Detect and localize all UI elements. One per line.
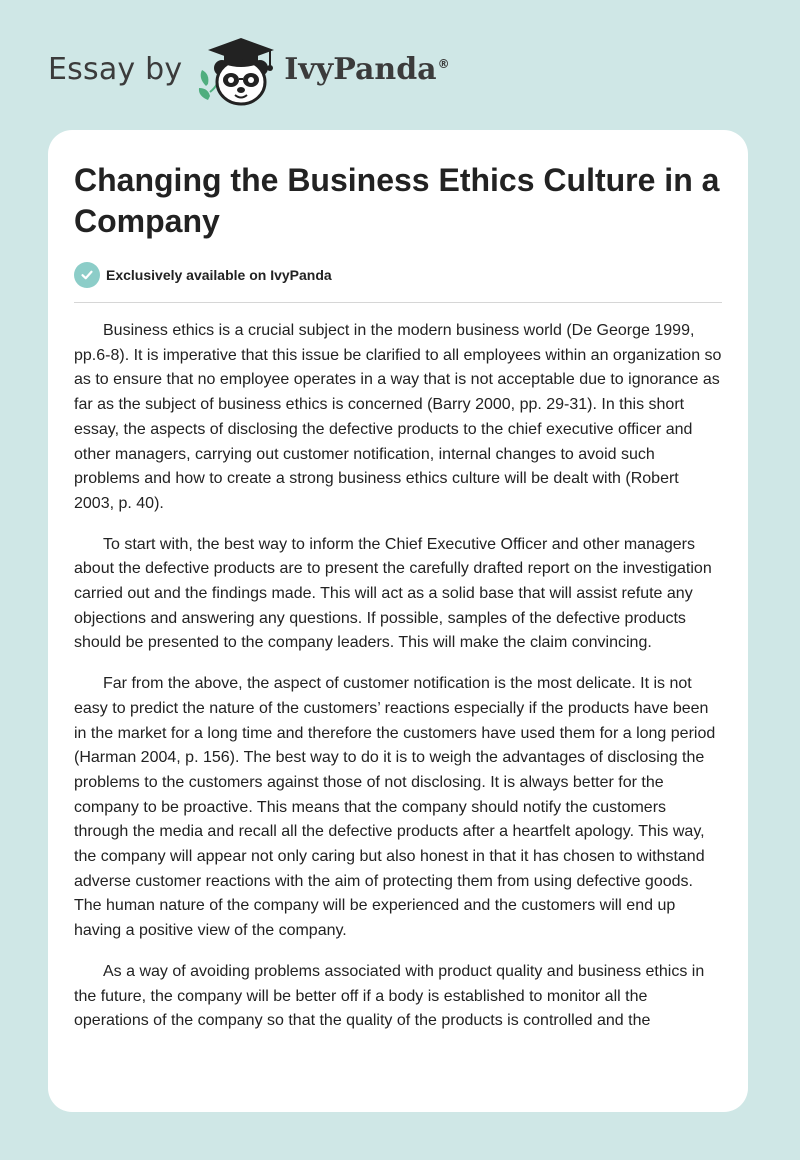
essay-title: Changing the Business Ethics Culture in a Company <box>74 162 720 239</box>
brand-name <box>284 52 450 87</box>
paragraph-1: Business ethics is a crucial subject in the modern business world (De George 1999, pp.6-8). It is imperative that this issue be clarified to all employees within an organization so as to ensure that no employee operates in a way that is not acceptable due to ignorance as far as the subject of business ethics is concerned (Barry 2000, pp. 29-31). In this short essay, the aspects of disclosing the defective products to the chief executive officer and other managers, carrying out customer notification, internal changes to avoid such problems and how to create a strong business ethics culture will be dealt with (Robert 2003, p. 40). <box>74 322 722 512</box>
brand-prefix: Essay by <box>48 52 183 87</box>
paragraph-4: As a way of avoiding problems associated with product quality and business ethics in the future, the company will be better off if a body is established to monitor all the operations of the company so that the quality of the products is controlled and the <box>74 962 705 1030</box>
essay-body <box>74 319 722 1034</box>
paragraph-3: Far from the above, the aspect of customer notification is the most delicate. It is not easy to predict the nature of the customers’ reactions especially if the products have been in the market for a long time and therefore the customers have used them for a long period (Harman 2004, p. 156). The best way to do it is to weigh the advantages of disclosing the problems to the customers against those of not disclosing. It is always better for the company to be proactive. This means that the company should notify the customers through the media and recall all the defective products after a heartfelt apology. This way, the company will appear not only caring but also honest in that it has chosen to withstand adverse customer reactions with the aim of protecting them from using defective goods. The human nature of the company will be experienced and the customers will end up having a positive view of the company. <box>74 675 716 940</box>
exclusive-badge <box>74 262 722 288</box>
check-circle-icon <box>74 262 100 288</box>
brand-name-text: IvyPanda <box>284 52 437 87</box>
registered-mark: ® <box>437 57 450 71</box>
paragraph-2: To start with, the best way to inform the Chief Executive Officer and other managers about the defective products are to present the carefully drafted report on the investigation carried out and the findings made. This will act as a solid base that will assist refute any objections and answering any questions. If possible, samples of the defective products should be presented to the company leaders. This will make the claim convincing. <box>74 535 712 652</box>
divider <box>74 302 722 303</box>
essay-card <box>48 130 748 1112</box>
brand-header <box>48 30 450 110</box>
exclusive-text: Exclusively available on IvyPanda <box>106 267 332 283</box>
panda-graduate-icon <box>196 30 280 110</box>
